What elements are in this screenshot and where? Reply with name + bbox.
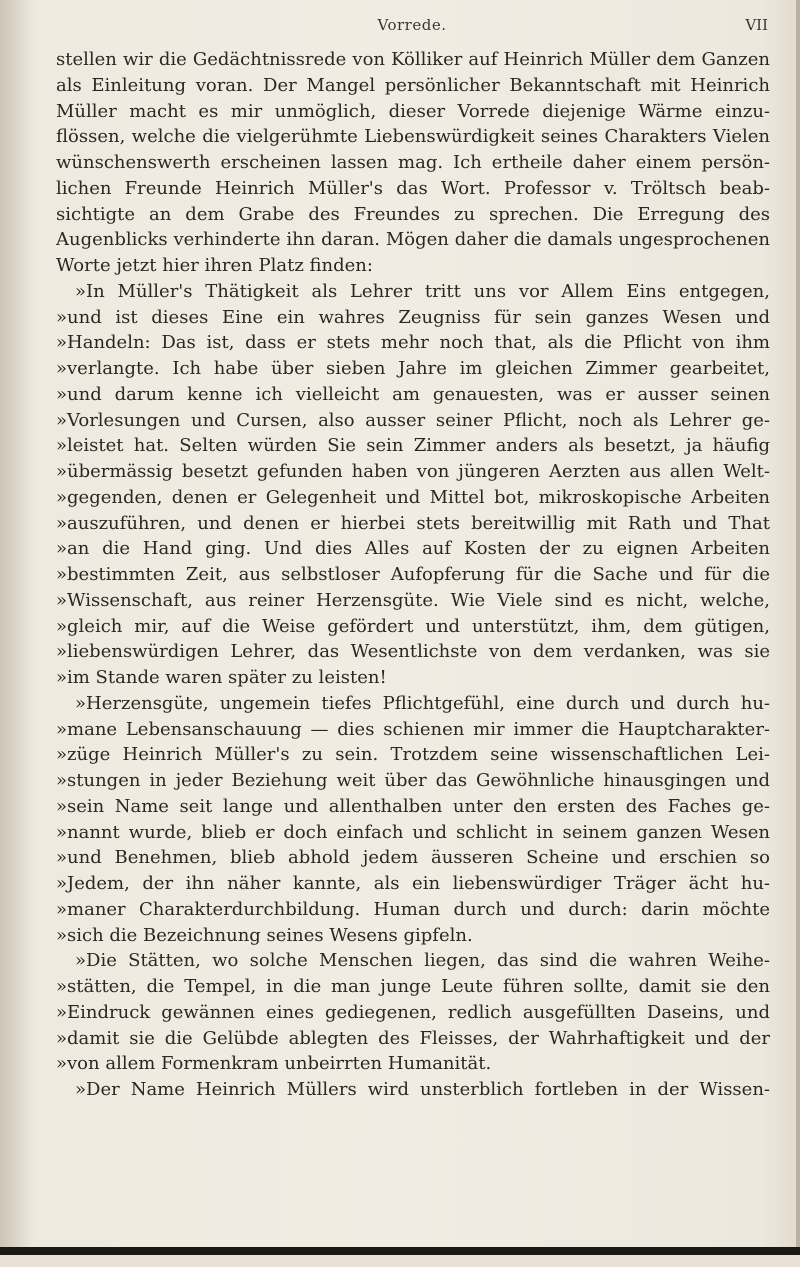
- quote-line: »und ist dieses Eine ein wahres Zeugniss für sein ganzes Wesen und: [56, 306, 770, 328]
- quote-line: »züge Heinrich Müller's zu sein. Trotzdem seine wissenschaftlichen Lei-: [56, 744, 770, 766]
- quote-line: »Die Stätten, wo solche Menschen liegen, das sind die wahren Weihe-: [75, 950, 770, 972]
- quote-line: »mane Lebensanschauung — dies schienen mir immer die Hauptcharakter-: [56, 718, 770, 740]
- quote-line: »In Müller's Thätigkeit als Lehrer tritt uns vor Allem Eins entgegen,: [75, 280, 770, 302]
- text-line: Worte jetzt hier ihren Platz finden:: [56, 255, 373, 276]
- text-line: stellen wir die Gedächtnissrede von Kölliker auf Heinrich Müller dem Ganzen: [56, 49, 770, 70]
- quote-line: »stungen in jeder Beziehung weit über das Gewöhnliche hinausgingen und: [56, 770, 770, 791]
- page-edge: [796, 0, 800, 1267]
- quote-line: »übermässig besetzt gefunden haben von jüngeren Aerzten aus allen Welt-: [56, 461, 770, 482]
- quote-line: »liebenswürdigen Lehrer, das Wesentlichste von dem verdanken, was sie: [56, 641, 770, 663]
- gutter-shadow: [0, 0, 32, 1267]
- body-text: [56, 47, 770, 1103]
- quote-line: »bestimmten Zeit, aus selbstloser Aufopferung für die Sache und für die: [56, 564, 770, 585]
- text-line: Müller macht es mir unmöglich, dieser Vorrede diejenige Wärme einzu-: [56, 100, 770, 122]
- quote-line: »maner Charakterdurchbildung. Human durch und durch: darin möchte: [56, 898, 770, 920]
- quote-line: »sein Name seit lange und allenthalben unter den ersten des Faches ge-: [56, 795, 770, 817]
- page-bottom-margin: [0, 1255, 800, 1267]
- quote-line: »Herzensgüte, ungemein tiefes Pflichtgefühl, eine durch und durch hu-: [75, 692, 770, 714]
- quote-line: »damit sie die Gelübde ablegten des Fleisses, der Wahrhaftigkeit und der: [56, 1027, 770, 1049]
- quote-line: »auszuführen, und denen er hierbei stets bereitwillig mit Rath und That: [56, 512, 770, 534]
- text-line: wünschenswerth erscheinen lassen mag. Ich ertheile daher einem persön-: [56, 152, 770, 173]
- text-line: Augenblicks verhinderte ihn daran. Mögen daher die damals ungesprochenen: [56, 229, 770, 251]
- quote-line: »Handeln: Das ist, dass er stets mehr noch that, als die Pflicht von ihm: [56, 332, 770, 354]
- quote-line: »und Benehmen, blieb abhold jedem äusseren Scheine und erschien so: [56, 847, 770, 869]
- quote-line: »sich die Bezeichnung seines Wesens gipfeln.: [56, 924, 473, 946]
- text-line: lichen Freunde Heinrich Müller's das Wort. Professor v. Tröltsch beab-: [56, 177, 770, 199]
- quote-line: »Wissenschaft, aus reiner Herzensgüte. Wie Viele sind es nicht, welche,: [56, 589, 770, 611]
- quote-line: »Eindruck gewännen eines gediegenen, redlich ausgefüllten Daseins, und: [56, 1001, 770, 1023]
- quote-line: »gleich mir, auf die Weise gefördert und unterstützt, ihm, dem gütigen,: [56, 615, 770, 637]
- quote-line: »nannt wurde, blieb er doch einfach und schlicht in seinem ganzen Wesen: [56, 821, 770, 843]
- quote-line: »Vorlesungen und Cursen, also ausser seiner Pflicht, noch als Lehrer ge-: [56, 409, 770, 431]
- quote-line: »Der Name Heinrich Müllers wird unsterblich fortleben in der Wissen-: [75, 1079, 770, 1100]
- quote-line: »leistet hat. Selten würden Sie sein Zimmer anders als besetzt, ja häufig: [56, 435, 770, 457]
- bottom-border: [0, 1247, 800, 1255]
- text-line: sichtigte an dem Grabe des Freundes zu sprechen. Die Erregung des: [56, 203, 770, 225]
- quote-line: »an die Hand ging. Und dies Alles auf Kosten der zu eignen Arbeiten: [56, 538, 770, 560]
- quote-line: »von allem Formenkram unbeirrten Humanität.: [56, 1053, 492, 1075]
- quote-line: »Jedem, der ihn näher kannte, als ein liebenswürdiger Träger ächt hu-: [56, 873, 770, 894]
- quote-line: »verlangte. Ich habe über sieben Jahre im gleichen Zimmer gearbeitet,: [56, 358, 770, 379]
- page-number: VII: [745, 16, 768, 34]
- running-head: [56, 16, 768, 40]
- text-line: flössen, welche die vielgerühmte Liebenswürdigkeit seines Charakters Vielen: [56, 126, 770, 148]
- running-title: Vorrede.: [377, 16, 447, 34]
- text-line: als Einleitung voran. Der Mangel persönlicher Bekanntschaft mit Heinrich: [56, 74, 770, 96]
- quote-line: »gegenden, denen er Gelegenheit und Mittel bot, mikroskopische Arbeiten: [56, 486, 770, 508]
- quote-line: »stätten, die Tempel, in die man junge Leute führen sollte, damit sie den: [56, 976, 770, 997]
- quote-line: »im Stande waren später zu leisten!: [56, 667, 387, 688]
- quote-line: »und darum kenne ich vielleicht am genauesten, was er ausser seinen: [56, 383, 770, 405]
